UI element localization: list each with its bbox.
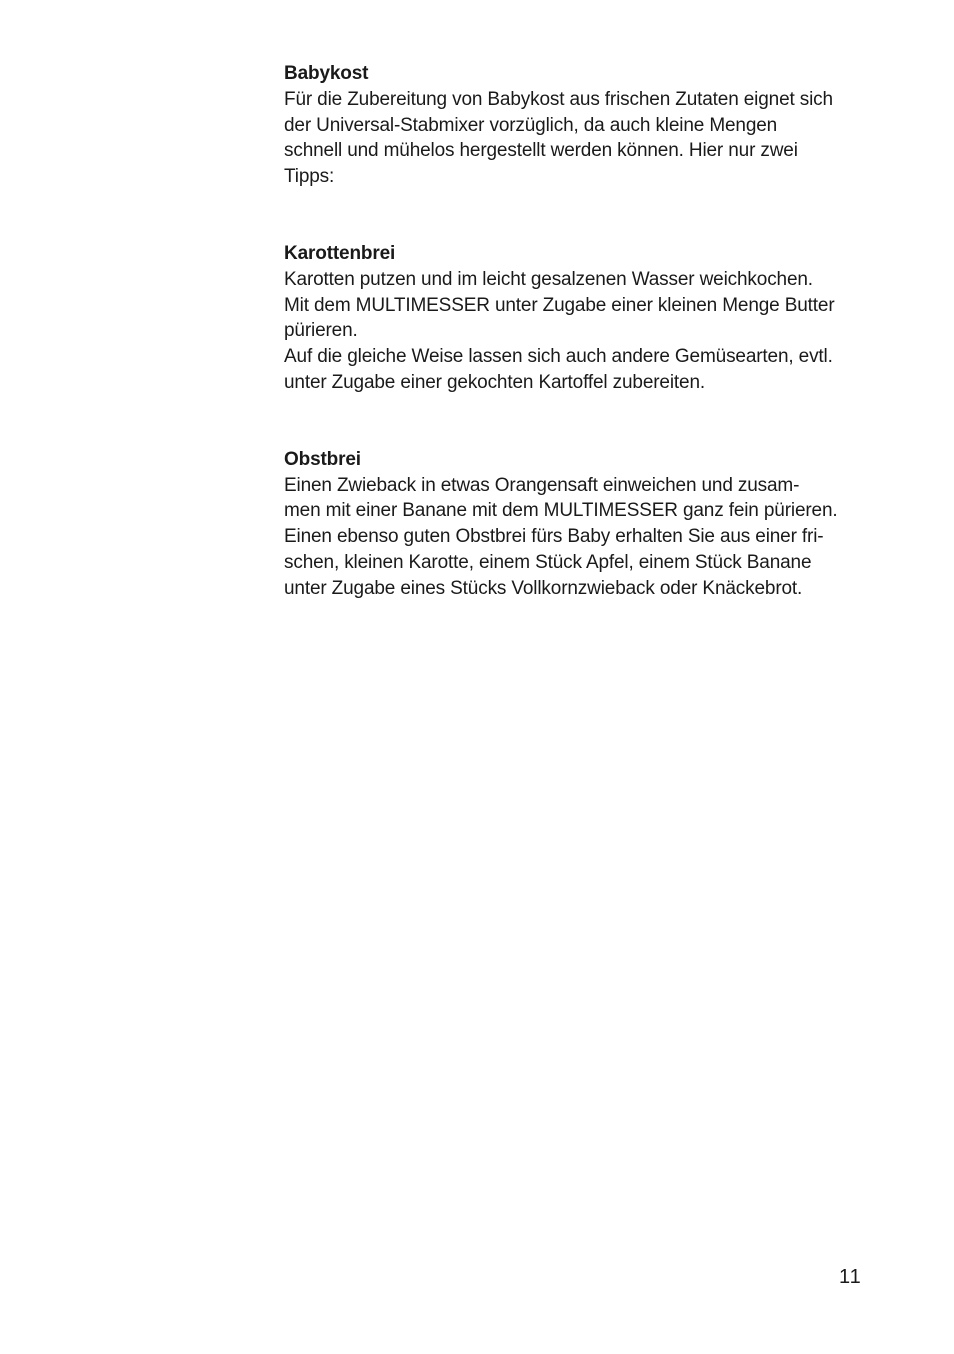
paragraph-line: men mit einer Banane mit dem MULTIMESSER ganz fein pürieren. bbox=[284, 500, 838, 522]
document-content bbox=[284, 61, 884, 602]
paragraph-line: unter Zugabe einer gekochten Kartoffel zubereiten. bbox=[284, 371, 705, 393]
paragraph-line: Auf die gleiche Weise lassen sich auch andere Gemüsearten, evtl. bbox=[284, 346, 833, 368]
paragraph-line: Tipps: bbox=[284, 166, 335, 188]
paragraph-line: Für die Zubereitung von Babykost aus frischen Zutaten eignet sich bbox=[284, 88, 833, 110]
paragraph-line: Karotten putzen und im leicht gesalzenen Wasser weichkochen. bbox=[284, 268, 813, 290]
paragraph-line: Mit dem MULTIMESSER unter Zugabe einer kleinen Menge Butter bbox=[284, 294, 835, 316]
paragraph-line: Einen ebenso guten Obstbrei fürs Baby erhalten Sie aus einer fri- bbox=[284, 526, 824, 548]
paragraph-line: der Universal-Stabmixer vorzüglich, da auch kleine Mengen bbox=[284, 114, 778, 136]
paragraph-line: pürieren. bbox=[284, 320, 358, 342]
paragraph-line: unter Zugabe eines Stücks Vollkornzwieback oder Knäckebrot. bbox=[284, 577, 803, 599]
section-title: Karottenbrei bbox=[284, 242, 396, 264]
section-karottenbrei bbox=[284, 241, 884, 396]
paragraph-line: schnell und mühelos hergestellt werden können. Hier nur zwei bbox=[284, 140, 798, 162]
section-title: Obstbrei bbox=[284, 448, 361, 470]
page-number: 11 bbox=[839, 1266, 862, 1288]
paragraph-line: schen, kleinen Karotte, einem Stück Apfel, einem Stück Banane bbox=[284, 551, 812, 573]
paragraph-line: Einen Zwieback in etwas Orangensaft einweichen und zusam- bbox=[284, 474, 800, 496]
section-babykost bbox=[284, 61, 884, 190]
section-obstbrei bbox=[284, 447, 884, 602]
section-title: Babykost bbox=[284, 63, 369, 84]
